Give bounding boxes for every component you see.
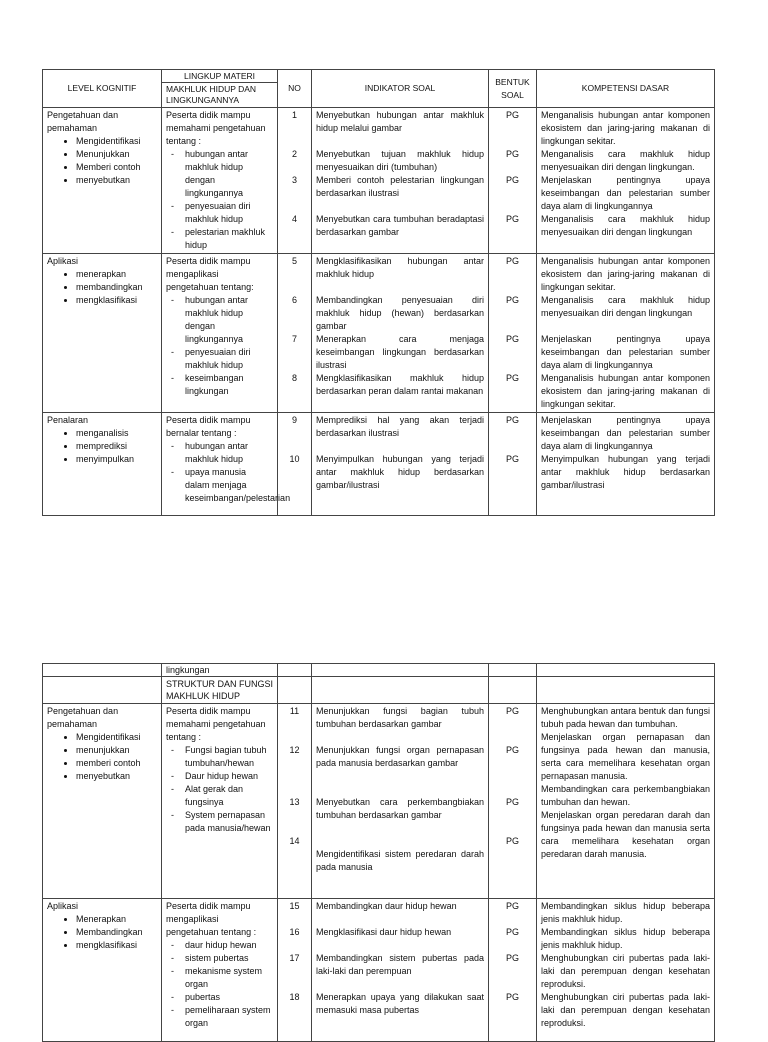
list-item: • menganalisis	[76, 427, 157, 440]
kompetensi-text: Menjelaskan pentingnya upaya keseimbangan dan pelestarian sumber daya alam di lingkungannya	[541, 334, 710, 370]
bentuk-soal: PG	[505, 295, 519, 305]
header-bentuk: BENTUK SOAL	[489, 70, 537, 108]
question-number: 4	[291, 214, 297, 224]
list-item: - pelestarian makhluk hidup	[185, 226, 273, 252]
question-number: 5	[291, 256, 297, 266]
indikator-text: Menyebutkan hubungan antar makhluk hidup melalui gambar	[316, 110, 484, 133]
bentuk-soal: PG	[505, 149, 519, 159]
list-item: • Menunjukkan	[76, 148, 157, 161]
indikator-text: Menerapkan cara menjaga keseimbangan lingkungan berdasarkan ilustrasi	[316, 334, 484, 370]
bentuk-soal: PG	[505, 214, 519, 224]
lingkup-intro: Peserta didik mampu memahami pengetahuan tentang :	[166, 706, 266, 742]
bentuk-soal: PG	[505, 175, 519, 185]
continuation-row	[43, 664, 715, 677]
level-title: Penalaran	[47, 415, 89, 425]
bentuk-soal: PG	[505, 901, 519, 911]
bentuk-soal: PG	[505, 797, 519, 807]
list-item: - Daur hidup hewan	[185, 770, 273, 783]
list-item: - pemeliharaan system organ	[185, 1004, 273, 1030]
question-number: 13	[289, 797, 300, 807]
table-row	[43, 704, 715, 899]
header-level: LEVEL KOGNITIF	[43, 70, 162, 108]
question-number: 11	[289, 706, 300, 716]
kompetensi-text: Menjelaskan organ pernapasan dan fungsinya pada hewan dan manusia, serta cara memelihara kesehatan organ pernapasan manusia.	[541, 732, 710, 781]
lingkup-intro: Peserta didik mampu mengaplikasi pengetahuan tentang :	[166, 901, 257, 937]
table-row	[43, 899, 715, 1042]
kisi-kisi-table-1	[42, 69, 715, 516]
list-item: - hubungan antar makhluk hidup dengan lingkungannya	[185, 148, 273, 200]
question-number: 15	[289, 901, 300, 911]
question-number: 9	[291, 415, 297, 425]
kompetensi-text: Menjelaskan organ peredaran darah dan fungsinya pada hewan dan manusia serta cara memelihara kesehatan organ peredaran darah manusia.	[541, 810, 710, 859]
question-number: 8	[291, 373, 297, 383]
kompetensi-text: Menganalisis cara makhluk hidup menyesuaikan diri dengan lingkungan.	[541, 149, 710, 172]
question-number: 6	[291, 295, 297, 305]
bentuk-soal: PG	[505, 927, 519, 937]
list-item: • Memberi contoh	[76, 161, 157, 174]
list-item: • Mengidentifikasi	[76, 135, 157, 148]
bentuk-soal: PG	[505, 706, 519, 716]
lingkup-intro: Peserta didik mampu memahami pengetahuan tentang :	[166, 110, 266, 146]
list-item: - penyesuaian diri makhluk hidup	[185, 346, 273, 372]
continuation-text: lingkungan	[162, 664, 278, 677]
level-title: Pengetahuan dan pemahaman	[47, 706, 119, 729]
bentuk-soal: PG	[505, 415, 519, 425]
lingkup-intro: Peserta didik mampu mengaplikasi pengetahuan tentang:	[166, 256, 254, 292]
bentuk-soal: PG	[505, 373, 519, 383]
indikator-text: Menyebutkan cara tumbuhan beradaptasi berdasarkan gambar	[316, 214, 484, 237]
indikator-text: Mengklasifikasi daur hidup hewan	[316, 927, 452, 937]
kompetensi-text: Menjelaskan pentingnya upaya keseimbangan dan pelestarian sumber daya alam di lingkungannya	[541, 175, 710, 211]
indikator-text: Menyebutkan cara perkembangbiakan tumbuhan berdasarkan gambar	[316, 797, 484, 820]
list-item: - System pernapasan pada manusia/hewan	[185, 809, 273, 835]
list-item: • menyebutkan	[76, 174, 157, 187]
bentuk-soal: PG	[505, 992, 519, 1002]
kompetensi-text: Menganalisis cara makhluk hidup menyesuaikan diri dengan lingkungan	[541, 214, 710, 237]
kompetensi-text: Menganalisis cara makhluk hidup menyesuaikan diri dengan lingkungan	[541, 295, 710, 318]
kompetensi-text: Menghubungkan antara bentuk dan fungsi tubuh pada hewan dan tumbuhan.	[541, 706, 710, 729]
question-number: 3	[291, 175, 297, 185]
list-item: • memberi contoh	[76, 757, 157, 770]
kompetensi-text: Membandingkan siklus hidup beberapa jenis makhluk hidup.	[541, 927, 710, 950]
question-number: 12	[289, 745, 300, 755]
kompetensi-text: Menganalisis hubungan antar komponen ekosistem dan jaring-jaring makanan di lingkungan sekitar.	[541, 256, 710, 292]
question-number: 2	[291, 149, 297, 159]
indikator-text: Membandingkan daur hidup hewan	[316, 901, 457, 911]
kompetensi-text: Menghubungkan ciri pubertas pada laki-laki dan perempuan dengan kesehatan reproduksi.	[541, 992, 710, 1028]
lingkup-intro: Peserta didik mampu bernalar tentang :	[166, 415, 251, 438]
question-number: 7	[291, 334, 297, 344]
bentuk-soal: PG	[505, 745, 519, 755]
kompetensi-text: Menyimpulkan hubungan yang terjadi antar makhluk hidup berdasarkan gambar/ilustrasi	[541, 454, 710, 490]
question-number: 17	[289, 953, 300, 963]
list-item: • membandingkan	[76, 281, 157, 294]
indikator-text: Mengklasifikasikan hubungan antar makhluk hidup	[316, 256, 484, 279]
question-number: 18	[289, 992, 300, 1002]
bentuk-soal: PG	[505, 836, 519, 846]
list-item: - keseimbangan lingkungan	[185, 372, 273, 398]
kompetensi-text: Menjelaskan pentingnya upaya keseimbangan dan pelestarian sumber daya alam di lingkungannya	[541, 415, 710, 451]
kompetensi-text: Membandingkan cara perkembangbiakan tumbuhan dan hewan.	[541, 784, 710, 807]
kompetensi-text: Menganalisis hubungan antar komponen ekosistem dan jaring-jaring makanan di lingkungan sekitar.	[541, 110, 710, 146]
header-lingkup-sub: MAKHLUK HIDUP DAN LINGKUNGANNYA	[162, 83, 278, 108]
indikator-text: Memprediksi hal yang akan terjadi berdasarkan ilustrasi	[316, 415, 484, 438]
table-row	[43, 108, 715, 254]
header-kompetensi: KOMPETENSI DASAR	[537, 70, 715, 108]
list-item: - upaya manusia dalam menjaga keseimbangan/pelestarian	[185, 466, 273, 505]
table-row	[43, 413, 715, 516]
indikator-text: Memberi contoh pelestarian lingkungan berdasarkan ilustrasi	[316, 175, 484, 198]
level-title: Aplikasi	[47, 901, 79, 911]
kompetensi-text: Membandingkan siklus hidup beberapa jenis makhluk hidup.	[541, 901, 710, 924]
bentuk-soal: PG	[505, 334, 519, 344]
list-item: • Mengidentifikasi	[76, 731, 157, 744]
question-number: 1	[291, 110, 297, 120]
indikator-text: Mengklasifikasikan makhluk hidup berdasarkan peran dalam rantai makanan	[316, 373, 484, 396]
bentuk-soal: PG	[505, 110, 519, 120]
list-item: • menunjukkan	[76, 744, 157, 757]
kompetensi-text: Menganalisis hubungan antar komponen ekosistem dan jaring-jaring makanan di lingkungan sekitar.	[541, 373, 710, 409]
list-item: - pubertas	[185, 991, 273, 1004]
level-title: Aplikasi	[47, 256, 79, 266]
list-item: • memprediksi	[76, 440, 157, 453]
list-item: - hubungan antar makhluk hidup	[185, 440, 273, 466]
question-number: 16	[289, 927, 300, 937]
header-indikator: INDIKATOR SOAL	[312, 70, 489, 108]
indikator-text: Menunjukkan fungsi bagian tubuh tumbuhan berdasarkan gambar	[316, 706, 484, 729]
bentuk-soal: PG	[505, 953, 519, 963]
list-item: • menyebutkan	[76, 770, 157, 783]
list-item: • mengklasifikasi	[76, 939, 157, 952]
indikator-text: Menunjukkan fungsi organ pernapasan pada manusia berdasarkan gambar	[316, 745, 484, 768]
level-title: Pengetahuan dan pemahaman	[47, 110, 119, 133]
indikator-text: Menerapkan upaya yang dilakukan saat memasuki masa pubertas	[316, 992, 484, 1015]
list-item: • mengklasifikasi	[76, 294, 157, 307]
question-number: 14	[289, 836, 300, 846]
bentuk-soal: PG	[505, 454, 519, 464]
list-item: - sistem pubertas	[185, 952, 273, 965]
indikator-text: Membandingkan penyesuaian diri makhluk hidup (hewan) berdasarkan gambar	[316, 295, 484, 331]
kisi-kisi-table-2	[42, 663, 715, 1042]
list-item: - daur hidup hewan	[185, 939, 273, 952]
indikator-text: Menyimpulkan hubungan yang terjadi antar makhluk hidup berdasarkan gambar/ilustrasi	[316, 454, 484, 490]
header-no: NO	[278, 70, 312, 108]
list-item: • Membandingkan	[76, 926, 157, 939]
list-item: • menyimpulkan	[76, 453, 157, 466]
list-item: - mekanisme system organ	[185, 965, 273, 991]
section-row	[43, 677, 715, 704]
list-item: - Fungsi bagian tubuh tumbuhan/hewan	[185, 744, 273, 770]
kompetensi-text: Menghubungkan ciri pubertas pada laki-laki dan perempuan dengan kesehatan reproduksi.	[541, 953, 710, 989]
list-item: - penyesuaian diri makhluk hidup	[185, 200, 273, 226]
indikator-text: Menyebutkan tujuan makhluk hidup menyesuaikan diri (tumbuhan)	[316, 149, 484, 172]
header-row	[43, 70, 715, 83]
list-item: - hubungan antar makhluk hidup dengan lingkungannya	[185, 294, 273, 346]
question-number: 10	[289, 454, 300, 464]
section-title: STRUKTUR DAN FUNGSI MAKHLUK HIDUP	[162, 677, 278, 704]
list-item: - Alat gerak dan fungsinya	[185, 783, 273, 809]
list-item: • Menerapkan	[76, 913, 157, 926]
indikator-text: Membandingkan sistem pubertas pada laki-laki dan perempuan	[316, 953, 484, 976]
header-lingkup: LINGKUP MATERI	[162, 70, 278, 83]
table-row	[43, 254, 715, 413]
indikator-text: Mengidentifikasi sistem peredaran darah pada manusia	[316, 849, 484, 872]
bentuk-soal: PG	[505, 256, 519, 266]
list-item: • menerapkan	[76, 268, 157, 281]
